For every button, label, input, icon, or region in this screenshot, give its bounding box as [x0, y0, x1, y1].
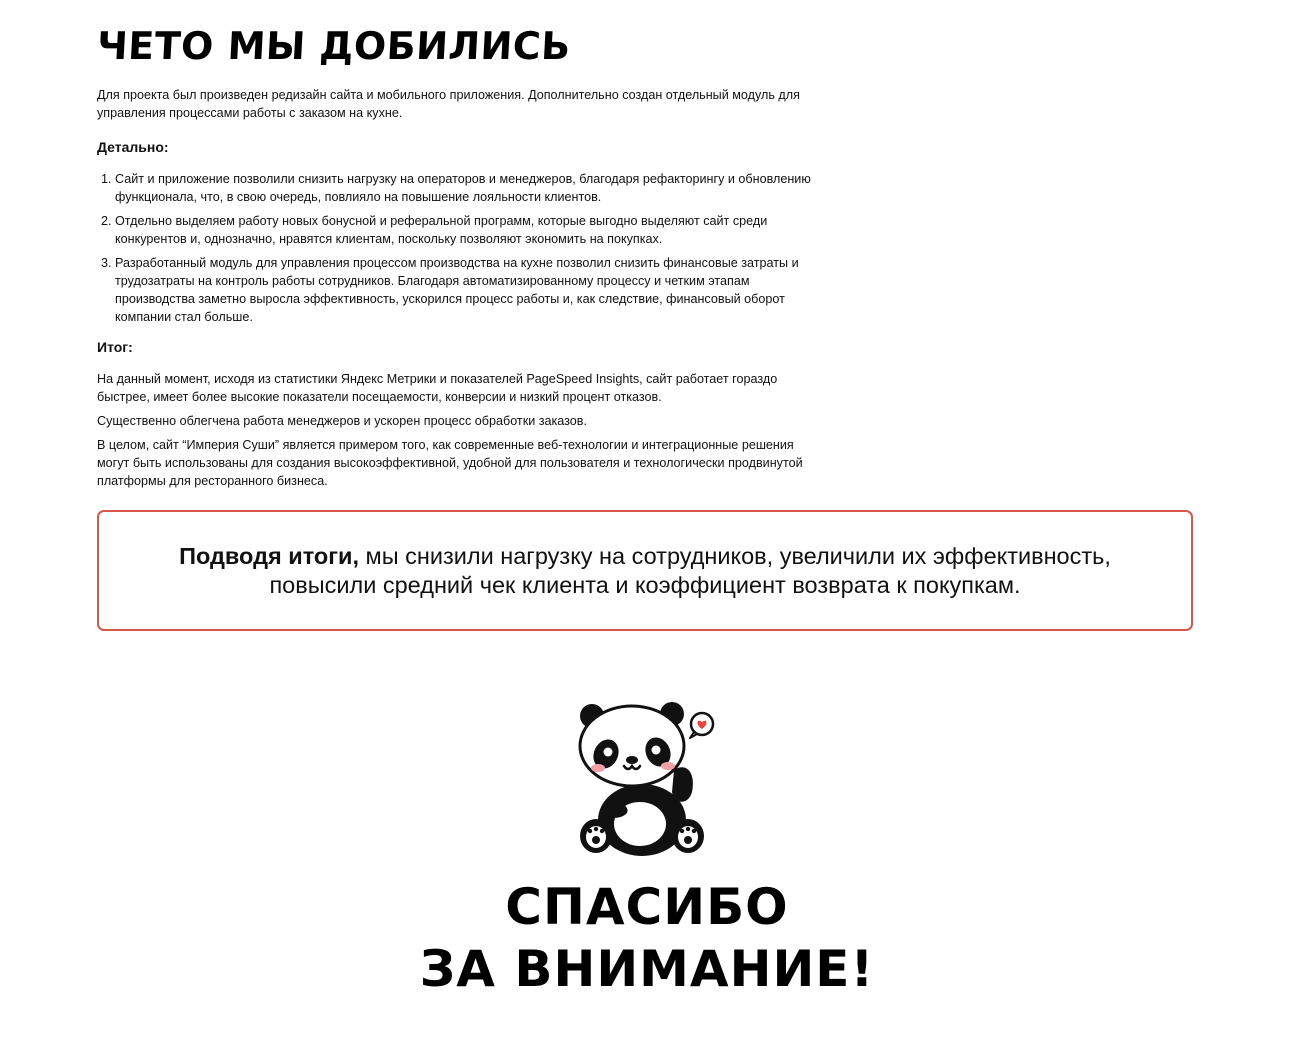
details-list [97, 170, 827, 326]
summary-text [179, 542, 1111, 600]
summary-line2: повысили средний чек клиента и коэффициент возврата к покупкам. [269, 571, 1021, 598]
results-section [97, 20, 827, 490]
result-heading: Итог: [97, 339, 133, 355]
summary-line1: мы снизили нагрузку на сотрудников, увеличили их эффективность, [359, 542, 1111, 569]
panda-illustration [574, 702, 719, 860]
intro-paragraph: Для проекта был произведен редизайн сайта и мобильного приложения. Дополнительно создан отдельный модуль для управления процессами работы с заказом на кухне. [97, 88, 800, 120]
result-paragraph: На данный момент, исходя из статистики Яндекс Метрики и показателей PageSpeed Insights, сайт работает гораздо быстрее, имеет более высокие показатели посещаемости, конверсии и низкий процент отказов. [97, 372, 778, 404]
thanks-line1: СПАСИБО [505, 878, 789, 936]
details-item: 3. Разработанный модуль для управления процессом производства на кухне позволил снизить финансовые затраты и трудозатраты на контроль работы сотрудников. Благодаря автоматизированному процессу и четким этапам производства заметно выросла эффективность, ускорился процесс работы и, как следствие, финансовый оборот компании стал больше. [115, 254, 827, 326]
summary-bold-lead: Подводя итоги, [179, 542, 360, 569]
thanks-heading [0, 876, 1294, 1000]
details-item: 1. Сайт и приложение позволили снизить нагрузку на операторов и менеджеров, благодаря рефакторингу и обновлению функционала, что, в свою очередь, повлияло на повышение лояльности клиентов. [115, 170, 827, 206]
result-paragraph: В целом, сайт “Империя Суши” является примером того, как современные веб-технологии и интеграционные решения могут быть использованы для создания высокоэффективной, удобной для пользователя и технологически продвинутой платформы для ресторанного бизнеса. [97, 438, 803, 488]
thanks-line2: ЗА ВНИМАНИЕ! [419, 940, 875, 998]
page-title: ЧЕТО МЫ ДОБИЛИСЬ [95, 24, 572, 68]
result-paragraph: Существенно облегчена работа менеджеров и ускорен процесс обработки заказов. [97, 414, 587, 428]
heart-bubble-icon [690, 713, 713, 738]
details-item: 2. Отдельно выделяем работу новых бонусной и реферальной программ, которые выгодно выделяют сайт среди конкурентов и, однозначно, нравятся клиентам, поскольку позволяют экономить на покупках. [115, 212, 827, 248]
details-heading: Детально: [97, 139, 169, 155]
summary-box [97, 510, 1193, 631]
